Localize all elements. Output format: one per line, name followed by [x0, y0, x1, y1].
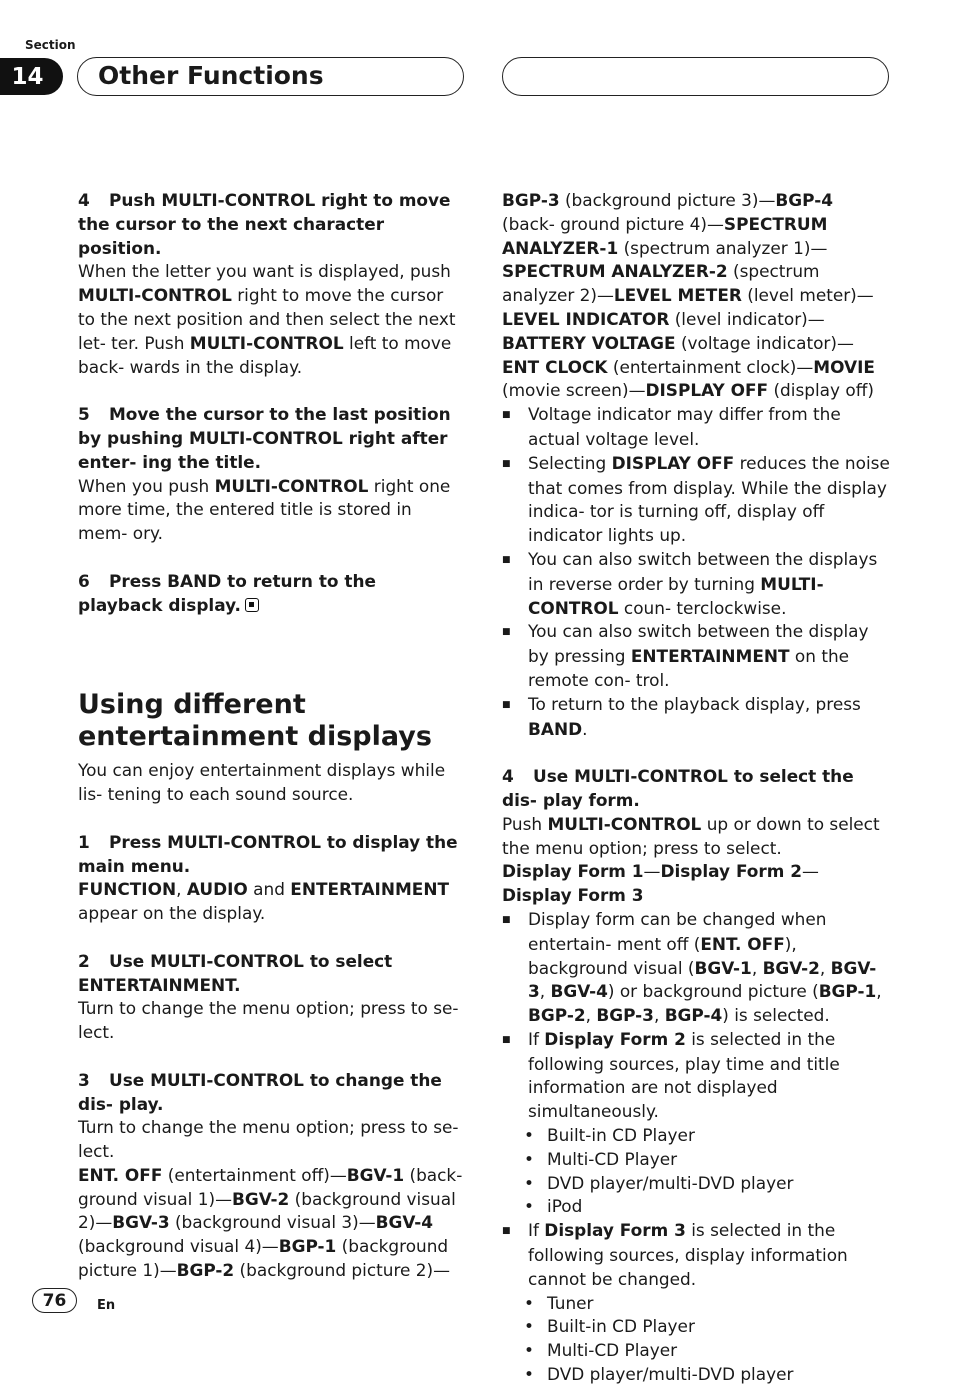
- header-blank-box: [502, 57, 889, 96]
- form2-source-list: [502, 1124, 890, 1219]
- note-item: ■ To return to the playback display, press BAND.: [502, 693, 890, 742]
- step-title: 5 Move the cursor to the last position by pushing MULTI-CONTROL right after enter- ing the title.: [78, 404, 451, 472]
- section-header-box: [77, 57, 464, 96]
- step-title: 6 Press BAND to return to the playback display.: [78, 570, 376, 615]
- step-title: 1 Press MULTI-CONTROL to display the main menu.: [78, 831, 458, 876]
- list-item: • DVD player/multi-DVD player: [502, 1363, 890, 1387]
- section-title: Other Functions: [98, 61, 324, 90]
- step-title: 4 Push MULTI-CONTROL right to move the cursor to the next character position.: [78, 190, 451, 258]
- list-item: • Built-in CD Player: [502, 1124, 890, 1148]
- note-item: ■ You can also switch between the display by pressing ENTERTAINMENT on the remote con- trol.: [502, 620, 890, 692]
- language-code: En: [97, 1298, 116, 1313]
- note-item: ■ Voltage indicator may differ from the actual voltage level.: [502, 403, 890, 452]
- notes-list: [502, 403, 890, 741]
- note-item: ■ Selecting DISPLAY OFF reduces the noise that comes from display. While the display indica- tor is turning off, display off indicator lights up.: [502, 452, 890, 548]
- step-body: When the letter you want is displayed, push MULTI-CONTROL right to move the cursor to the next position and then select the next let- ter. Push MULTI-CONTROL left to move back- wards in the display.: [78, 261, 456, 377]
- step-title: 3 Use MULTI-CONTROL to change the dis- play.: [78, 1069, 442, 1114]
- list-item: • Built-in CD Player: [502, 1315, 890, 1339]
- step-title: 4 Use MULTI-CONTROL to select the dis- play form.: [502, 766, 854, 810]
- step-body: Turn to change the menu option; press to se- lect.: [78, 998, 459, 1043]
- section-number-badge: 14: [0, 58, 63, 95]
- step-body: FUNCTION, AUDIO and ENTERTAINMENT appear on the display.: [78, 879, 449, 924]
- step-body: When you push MULTI-CONTROL right one more time, the entered title is stored in mem- ory.: [78, 475, 451, 544]
- list-item: • Tuner: [502, 1292, 890, 1316]
- list-item: • Multi-CD Player: [502, 1339, 890, 1363]
- display-sequence-continued: BGP-3 (background picture 3)—BGP-4 (back- ground picture 4)—SPECTRUM ANALYZER-1 (spectrum analyzer 1)— SPECTRUM ANALYZER-2 (spectrum analyzer 2)—LEVEL METER (level meter)— LEVEL INDICATOR (level indicator)— BATTERY VOLTAGE (voltage indicator)— ENT CLOCK (entertainment clock)—MOVIE (movie screen)—DISPLAY OFF (display off): [502, 190, 875, 401]
- note-item: ■ If Display Form 3 is selected in the following sources, display information cannot be changed.: [502, 1219, 890, 1291]
- intro-paragraph: You can enjoy entertainment displays while lis- tening to each sound source.: [78, 760, 446, 805]
- form3-source-list: [502, 1292, 890, 1387]
- end-mark-icon: [245, 598, 259, 612]
- list-item: • DVD player/multi-DVD player: [502, 1172, 890, 1196]
- display-forms: Display Form 1—Display Form 2— Display Form 3: [502, 861, 819, 906]
- list-item: • Multi-CD Player: [502, 1148, 890, 1172]
- display-sequence: ENT. OFF (entertainment off)—BGV-1 (back- ground visual 1)—BGV-2 (background visual 2)—BGV-3 (background visual 3)—BGV-4 (background visual 4)—BGP-1 (background picture 1)—BGP-2 (background picture 2)—: [78, 1164, 463, 1281]
- step-body: Push MULTI-CONTROL up or down to select the menu option; press to select.: [502, 813, 880, 858]
- section-heading: Using different entertainment displays: [78, 689, 432, 753]
- section-label: Section: [25, 38, 76, 52]
- note-item: ■ Display form can be changed when entertain- ment off (ENT. OFF), background visual (BGV-1, BGV-2, BGV-3, BGV-4) or background picture (BGP-1, BGP-2, BGP-3, BGP-4) is selected.: [502, 908, 890, 1028]
- step-title: 2 Use MULTI-CONTROL to select ENTERTAINMENT.: [78, 950, 393, 995]
- right-column: [502, 187, 890, 1387]
- note-item: ■ You can also switch between the displays in reverse order by turning MULTI-CONTROL coun- terclockwise.: [502, 548, 890, 620]
- left-column: [78, 187, 464, 1283]
- page-number: 76: [32, 1288, 77, 1313]
- note-item: ■ If Display Form 2 is selected in the following sources, play time and title information are not displayed simultaneously.: [502, 1028, 890, 1124]
- step-body: Turn to change the menu option; press to se- lect.: [78, 1117, 459, 1162]
- list-item: • iPod: [502, 1195, 890, 1219]
